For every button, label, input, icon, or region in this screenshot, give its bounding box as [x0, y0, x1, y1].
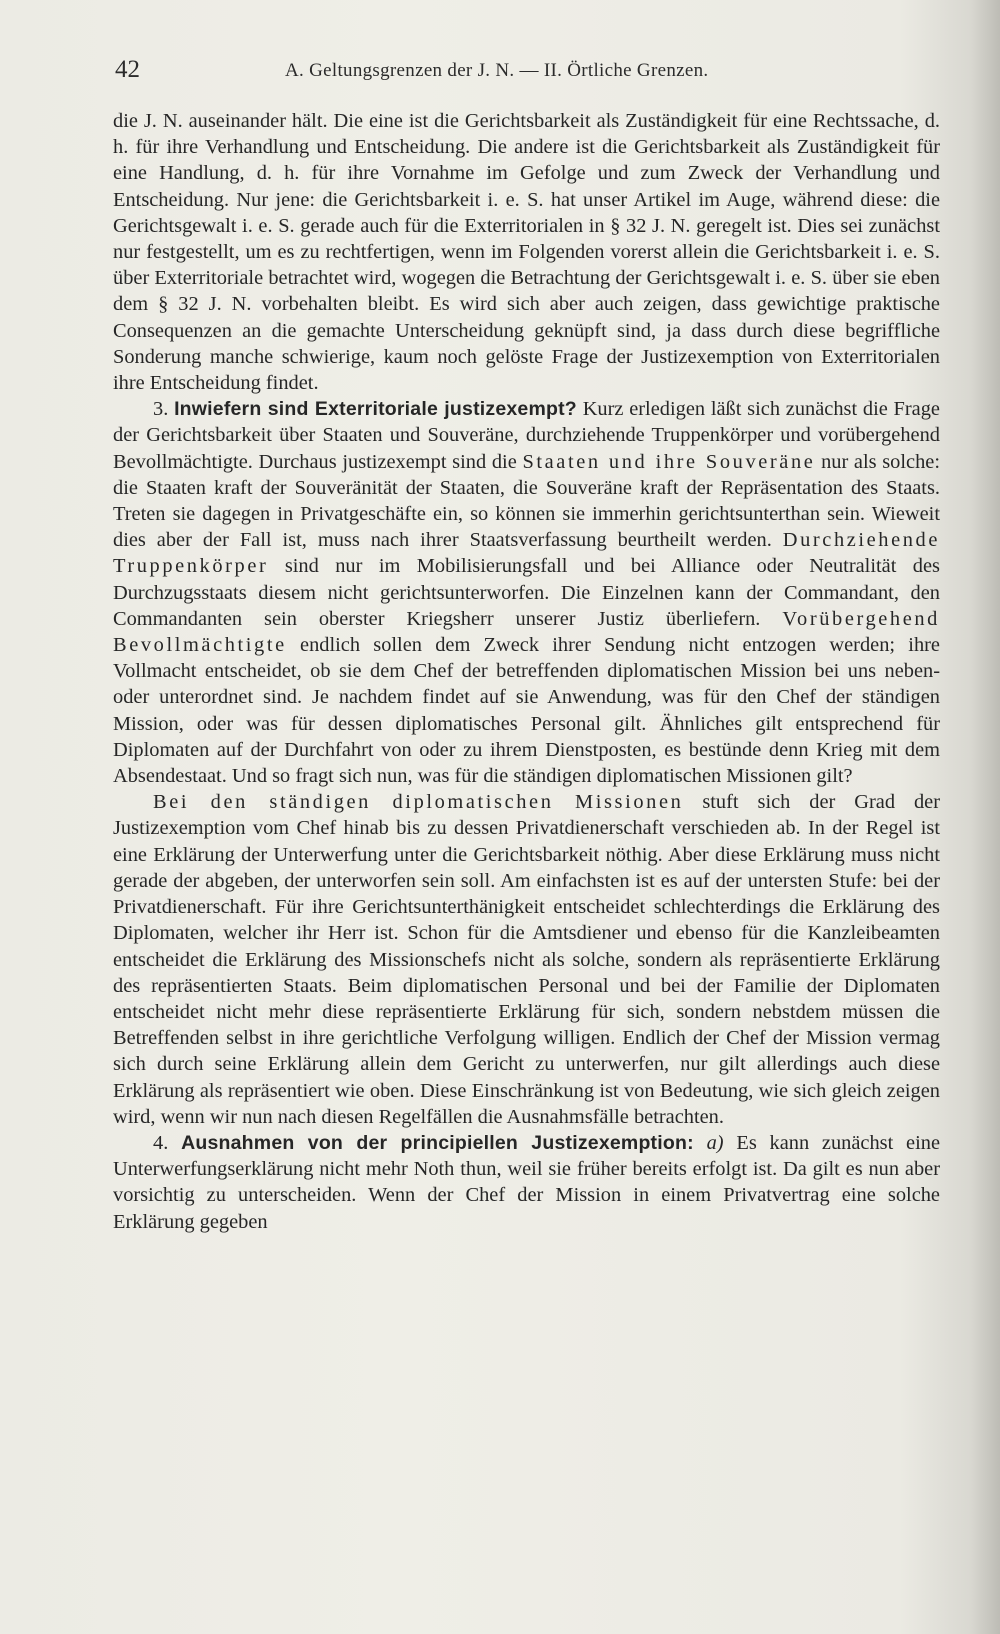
section-number: 3. — [153, 398, 169, 421]
paragraph-1: die J. N. auseinander hält. Die eine ist die Gerichtsbarkeit als Zuständigkeit für eine Rechtssache, d. h. für ihre Verhandlung und Entscheidung. Die andere ist die Gerichtsbarkeit als Zuständigkeit für eine Handlung, d. h. für ihre Vornahme im Gefolge und zum Zweck der Verhandlung und Entscheidung. Nur jene: die Gerichtsbarkeit i. e. S. hat unser Artikel im Auge, während diese: die Gerichtsgewalt i. e. S. gerade auch für die Exterritorialen in § 32 J. N. geregelt ist. Dies sei zunächst nur festgestellt, um es zu rechtfertigen, wenn im Folgenden vorerst allein die Gerichtsbarkeit i. e. S. über Exterritoriale betrachtet wird, wogegen die Betrachtung der Gerichtsgewalt i. e. S. über sie eben dem § 32 J. N. vorbehalten bleibt. Es wird sich aber auch zeigen, dass gewichtige praktische Consequenzen an die gemachte Unterscheidung geknüpft sind, ja dass durch diese begriffliche Sonderung manche schwierige, kaum noch gelöste Frage der Justizexemption von Exterritorialen ihre Entscheidung findet. — [113, 110, 940, 395]
list-marker: a) — [706, 1131, 724, 1154]
spaced-emphasis: Vorübergehend Bevollmächtigte — [113, 607, 940, 657]
page-number: 42 — [115, 56, 140, 83]
paragraph-4-exceptions — [113, 1130, 940, 1235]
running-head: A. Geltungsgrenzen der J. N. — II. Örtliche Grenzen. — [285, 60, 709, 81]
section-heading: Ausnahmen von der principiellen Justizexemption: — [181, 1131, 694, 1154]
spaced-emphasis: Bei den ständigen diplomatischen Missionen — [153, 791, 684, 814]
text-run: endlich sollen dem Zweck ihrer Sendung nicht entzogen werden; ihre Vollmacht entscheidet, ob sie dem Chef der betreffenden diplomatischen Mission bei uns neben- oder unterordnet sind. Je nachdem findet auf sie Anwendung, was für den Chef der ständigen Mission, oder was für dessen diplomatisches Personal gilt. Ähnliches gilt entsprechend für Diplomaten auf der Durchfahrt von oder zu ihrem Dienstposten, es bestünde denn Krieg mit dem Absendestaat. Und so fragt sich nun, was für die ständigen diplomatischen Missionen gilt? — [113, 634, 940, 788]
spaced-emphasis: Staaten und ihre Souveräne — [522, 450, 816, 473]
text-run: sind nur im Mobilisierungsfall und bei Alliance oder Neutralität des Durchzugsstaats diesem nicht gerichtsunterworfen. Die Einzelnen kann der Commandant, den Commandanten sein oberster Kriegsherr unserer Justiz überliefern. — [113, 555, 940, 630]
text-run: Kurz erledigen läßt sich zunächst die Frage der Gerichtsbarkeit über Staaten und Souveräne, durchziehende Truppenkörper und vorübergehend Bevollmächtigte. Durchaus justizexempt sind die — [113, 398, 940, 473]
paragraph-permanent-missions — [113, 789, 940, 1130]
text-run: Es kann zunächst eine Unterwerfungserklärung nicht mehr Noth thun, weil sie früher bereits erfolgt ist. Da gilt es nun aber vorsichtig zu unterscheiden. Wenn der Chef der Mission in einem Privatvertrag eine solche Erklärung gegeben — [113, 1131, 940, 1233]
page-header — [115, 56, 945, 90]
text-run: nur als solche: die Staaten kraft der Souveränität der Staaten, die Souveräne kraft der Repräsentation des Staats. Treten sie dagegen in Privatgeschäfte ein, so können sie immerhin gerichtsunterthan sein. Wieweit dies aber der Fall ist, muss nach ihrer Staatsverfassung beurtheilt werden. — [113, 450, 940, 552]
body-text — [113, 108, 940, 1235]
section-heading: Inwiefern sind Exterritoriale justizexempt? — [174, 398, 577, 421]
text-run: stuft sich der Grad der Justizexemption vom Chef hinab bis zu dessen Privatdienerschaft verschieden ab. In der Regel ist eine Erklärung der Unterwerfung unter die Gerichtsbarkeit nöthig. Aber diese Erklärung muss nicht gerade der abgeben, der unterworfen sein soll. Am einfachsten ist es auf der untersten Stufe: bei der Privatdienerschaft. Für ihre Gerichtsunterthänigkeit entscheidet schlechterdings die Erklärung des Diplomaten, welcher ihr Herr ist. Schon für die Amtsdiener und ebenso für die Kanzleibeamten entscheidet die Erklärung des Missionschefs nicht als solche, sondern als repräsentierte Erklärung des repräsentierten Staats. Beim diplomatischen Personal und bei der Familie der Diplomaten entscheidet nicht mehr diese repräsentierte Erklärung für sich, sondern nebstdem müssen die Betreffenden selbst in ihre gerichtliche Verfolgung willigen. Endlich der Chef der Mission vermag sich durch seine Erklärung allein dem Gericht zu unterwerfen, nur gilt allerdings auch diese Erklärung als repräsentiert wie oben. Diese Einschränkung ist von Bedeutung, wie sich gleich zeigen wird, wenn wir nun nach diesen Regelfällen die Ausnahmsfälle betrachten. — [113, 791, 940, 1128]
paragraph-3-exterritorials — [113, 396, 940, 789]
spaced-emphasis: Durchziehende Truppenkörper — [113, 529, 940, 578]
section-number: 4. — [153, 1131, 169, 1154]
